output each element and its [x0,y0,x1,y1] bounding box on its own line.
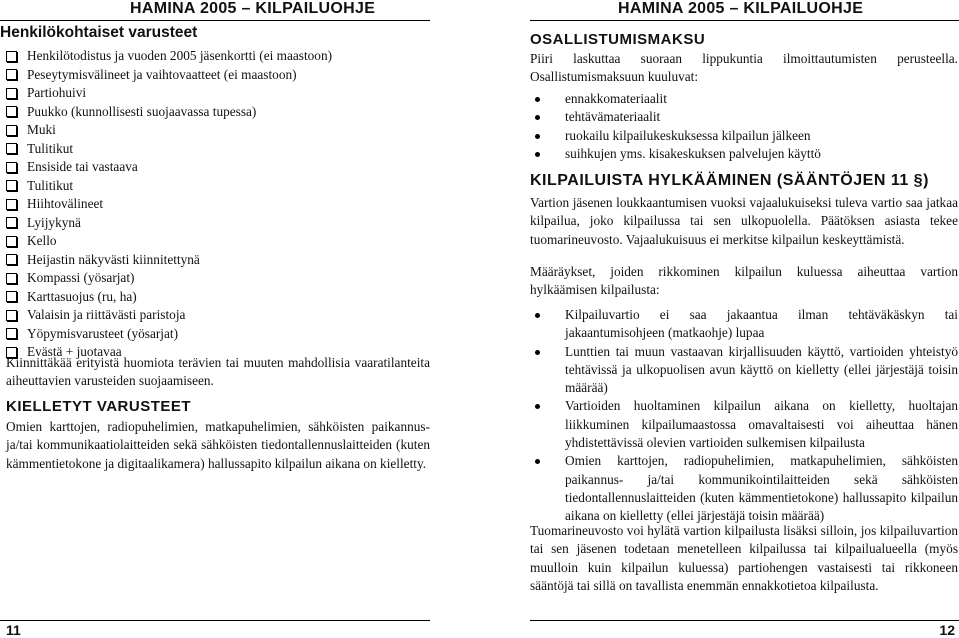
list-item: ennakkomateriaalit [565,90,958,108]
checkbox-icon [6,291,17,302]
bullet-icon [535,350,540,355]
checkbox-icon [6,51,17,62]
list-item: tehtävämateriaalit [565,108,958,126]
right-page [530,0,959,638]
checklist-item: Tulitikut [6,177,332,196]
checkbox-icon [6,217,17,228]
disqualification-rules-list [565,306,958,526]
list-item: suihkujen yms. kisakeskuksen palvelujen käyttö [565,145,958,163]
checklist-item: Evästä + juotavaa [6,343,332,362]
checklist-item: Henkilötodistus ja vuoden 2005 jäsenkortti (ei maastoon) [6,47,332,66]
checkbox-icon [6,125,17,136]
header-title-left: HAMINA 2005 – KILPAILUOHJE [130,0,376,17]
checklist-item: Karttasuojus (ru, ha) [6,288,332,307]
list-item: ruokailu kilpailukeskuksessa kilpailun jälkeen [565,127,958,145]
left-page [0,0,430,638]
checkbox-icon [6,69,17,80]
bullet-icon [535,313,540,318]
disqualification-text-2: Määräykset, joiden rikkominen kilpailun kuluessa aiheuttaa vartion hylkäämisen kilpailusta: [530,264,958,298]
checklist-item: Lyijykynä [6,214,332,233]
header-title-right: HAMINA 2005 – KILPAILUOHJE [618,0,864,17]
list-item: Omien karttojen, radiopuhelimien, matkapuhelimien, sähköisten paikannus- ja/tai kommunikointilaitteiden sekä sähköisten tiedontallennuslaitteiden (kuten kämmentietokone) hallussapito kilpailun aikana on kielletty (ellei järjestäjä toisin määrää) [565,452,958,525]
checklist-item: Kompassi (yösarjat) [6,269,332,288]
section-title-personal-equipment: Henkilökohtaiset varusteet [0,24,198,41]
checklist-item: Yöpymisvarusteet (yösarjat) [6,325,332,344]
checklist-item: Hiihtovälineet [6,195,332,214]
fee-includes-list [565,90,958,163]
checklist-item: Heijastin näkyvästi kiinnitettynä [6,251,332,270]
participation-fee-text: Piiri laskuttaa suoraan lippukuntia ilmoittautumisten perusteella. Osallistumismaksuun kuuluvat: [530,51,958,85]
checkbox-icon [6,328,17,339]
forbidden-equipment-title: KIELLETYT VARUSTEET [6,398,192,415]
checklist-item: Kello [6,232,332,251]
checkbox-icon [6,162,17,173]
bullet-icon [535,152,540,157]
bullet-icon [535,134,540,139]
checkbox-icon [6,236,17,247]
bullet-icon [535,97,540,102]
list-item: Kilpailuvartio ei saa jakaantua ilman tehtäväkäskyn tai jakaantumisohjeen (matkaohje) lupaa [565,306,958,343]
disqualification-text-1: Vartion jäsenen loukkaantumisen vuoksi vajaalukuiseksi tuleva vartio saa jatkaa kilpailua, joko kilpailussa tai sen ulkopuolella. Päätöksen asiasta tekee tuomarineuvosto. Vajaalukuisuus ei merkitse kilpailun keskeyttämistä. [530,195,958,247]
bullet-icon [535,115,540,120]
equipment-checklist [6,47,332,362]
safety-note: Kiinnittäkää erityistä huomiota terävien tai muuten mahdollisia vaaratilanteita aiheuttavien varusteiden suojaamiseen. [6,355,430,389]
page-number-left: 11 [6,622,21,638]
checkbox-icon [6,106,17,117]
page-number-right: 12 [939,622,955,638]
list-item: Vartioiden huoltaminen kilpailun aikana on kielletty, huoltajan liikkuminen kilpailumaastossa omavaltaisesti voi aiheuttaa hänen yhdistettävissä olevien vartioiden sulkemisen kilpailusta [565,397,958,452]
header-rule-right [530,20,959,21]
checklist-item: Valaisin ja riittävästi paristoja [6,306,332,325]
header-rule-left [0,20,430,21]
disqualification-title: KILPAILUISTA HYLKÄÄMINEN (SÄÄNTÖJEN 11 §) [530,172,929,189]
checkbox-icon [6,88,17,99]
checklist-item: Partiohuivi [6,84,332,103]
footer-rule-left [0,620,430,621]
forbidden-equipment-text: Omien karttojen, radiopuhelimien, matkapuhelimien, sähköisten paikannus- ja/tai kommunikaatiolaitteiden sekä sähköisten tiedontallennuslaitteiden (kuten kämmentietokone ja digitaalikamera) hallussapito kilpailun aikana on kielletty. [6,419,430,471]
checkbox-icon [6,273,17,284]
checkbox-icon [6,180,17,191]
checkbox-icon [6,254,17,265]
checklist-item: Ensiside tai vastaava [6,158,332,177]
footer-rule-right [530,620,959,621]
bullet-icon [535,459,540,464]
checklist-item: Muki [6,121,332,140]
disqualification-text-3: Tuomarineuvosto voi hylätä vartion kilpailusta lisäksi silloin, jos kilpailuvartion tai sen jäsenen todetaan menetelleen kilpailussa tai kilpailualueella (myös muulloin kuin kilpailun kuluessa) partiohengen vastaisesti tai rikkoneen sääntöjä tai sillä on tavallista enemmän ennakkotietoa kilpailusta. [530,523,958,593]
checklist-item: Tulitikut [6,140,332,159]
list-item: Lunttien tai muun vastaavan kirjallisuuden käyttö, vartioiden yhteistyö tehtävissä ja ulkopuolisen avun käyttö on kielletty (ellei järjestäjä toisin määrää) [565,343,958,398]
checkbox-icon [6,310,17,321]
participation-fee-title: OSALLISTUMISMAKSU [530,31,706,48]
checklist-item: Peseytymisvälineet ja vaihtovaatteet (ei maastoon) [6,66,332,85]
checklist-item: Puukko (kunnollisesti suojaavassa tupessa) [6,103,332,122]
checkbox-icon [6,143,17,154]
checkbox-icon [6,199,17,210]
bullet-icon [535,404,540,409]
